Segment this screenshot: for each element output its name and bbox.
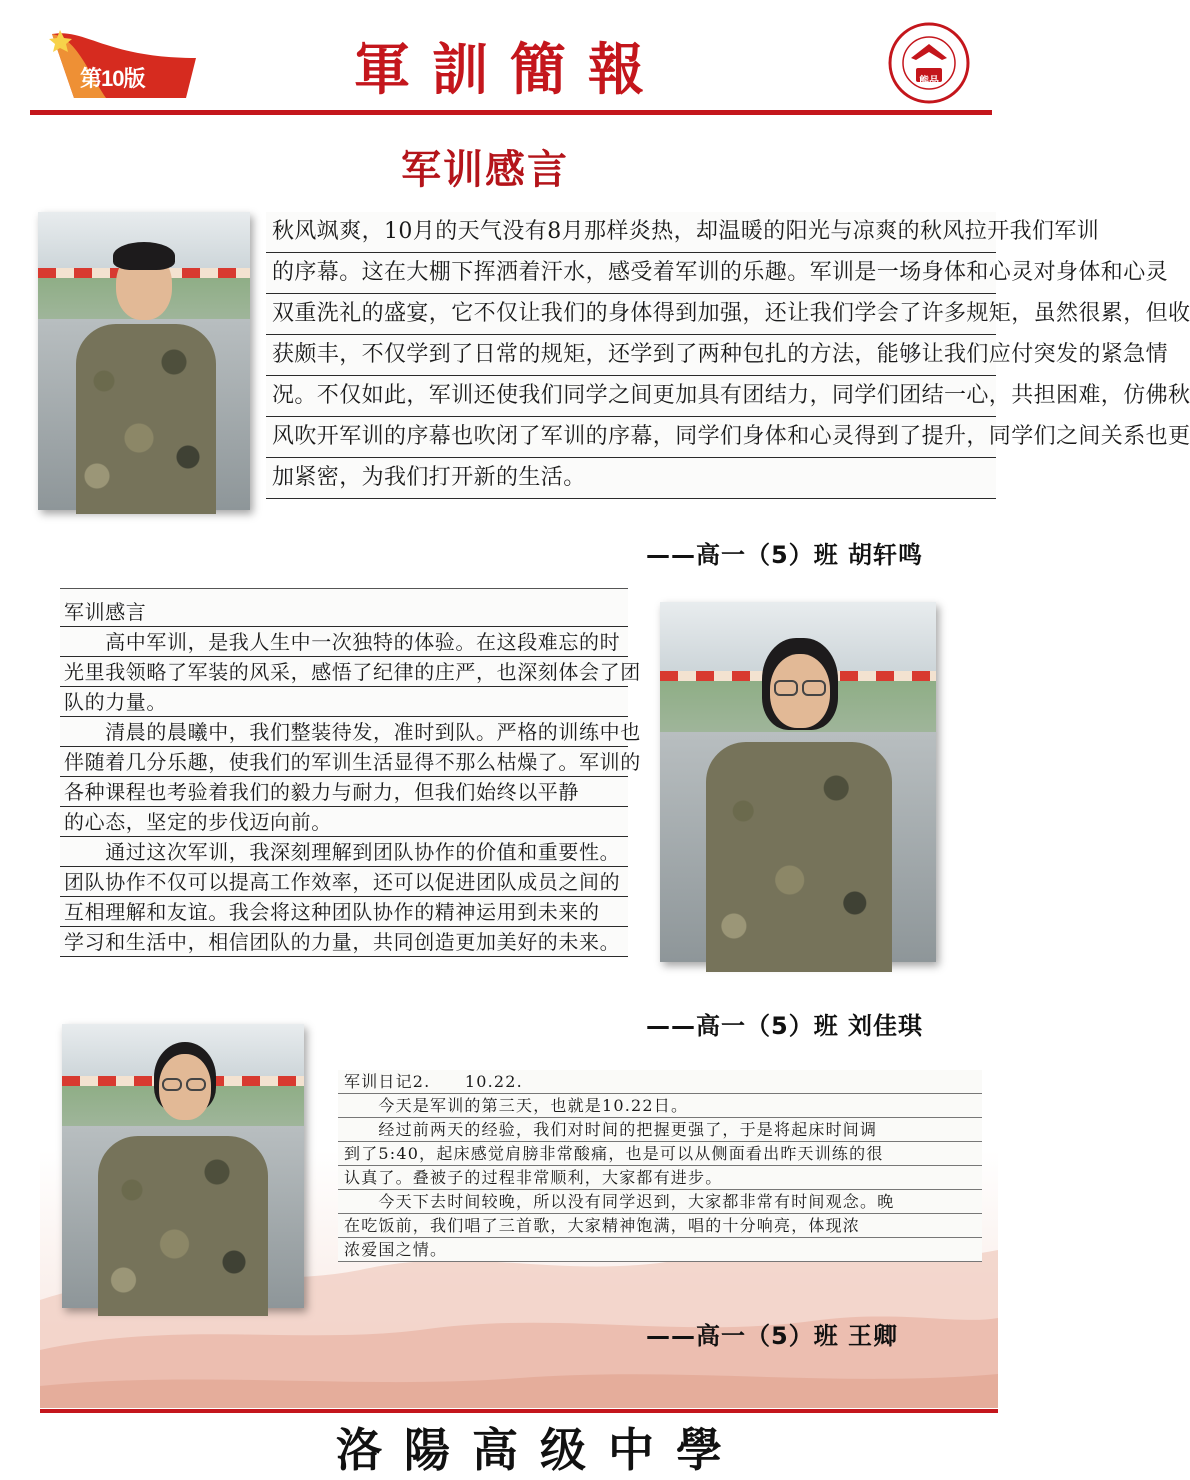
note-line: 加紧密，为我们打开新的生活。 — [266, 458, 996, 499]
header-divider — [30, 110, 992, 115]
byline-1: ——高一（5）班 胡轩鸣 — [646, 541, 924, 569]
note-line: 获颇丰，不仅学到了日常的规矩，还学到了两种包扎的方法，能够让我们应付突发的紧急情 — [266, 335, 996, 376]
note-line: 在吃饭前，我们唱了三首歌，大家精神饱满，唱的十分响亮，体现浓 — [338, 1214, 982, 1238]
note-line: 通过这次军训，我深刻理解到团队协作的价值和重要性。 — [60, 837, 628, 867]
note-line: 军训日记2. 10.22. — [338, 1070, 982, 1094]
note-line: 学习和生活中，相信团队的力量，共同创造更加美好的未来。 — [60, 927, 628, 957]
note-line: 清晨的晨曦中，我们整装待发，准时到队。严格的训练中也 — [60, 717, 628, 747]
seal-emblem-icon — [888, 22, 970, 104]
note-line: 经过前两天的经验，我们对时间的把握更强了，于是将起床时间调 — [338, 1118, 982, 1142]
note-line: 今天是军训的第三天，也就是10.22日。 — [338, 1094, 982, 1118]
school-seal-logo — [888, 22, 970, 104]
student-photo-2 — [660, 602, 936, 962]
note-line: 军训感言 — [60, 597, 628, 627]
note-line: 高中军训，是我人生中一次独特的体验。在这段难忘的时 — [60, 627, 628, 657]
note-line: 的心态，坚定的步伐迈向前。 — [60, 807, 628, 837]
school-name: 洛陽高级中學 — [336, 1423, 744, 1477]
note-line: 认真了。叠被子的过程非常顺利，大家都有进步。 — [338, 1166, 982, 1190]
note-line: 团队协作不仅可以提高工作效率，还可以促进团队成员之间的 — [60, 867, 628, 897]
section-title: 军训感言 — [401, 147, 569, 193]
note-line: 队的力量。 — [60, 687, 628, 717]
note-line: 光里我领略了军装的风采，感悟了纪律的庄严，也深刻体会了团 — [60, 657, 628, 687]
handwritten-note-2 — [60, 588, 641, 957]
note-line: 伴随着几分乐趣，使我们的军训生活显得不那么枯燥了。军训的 — [60, 747, 628, 777]
note-line: 各种课程也考验着我们的毅力与耐力，但我们始终以平静 — [60, 777, 628, 807]
student-photo-3 — [62, 1024, 304, 1308]
byline-2: ——高一（5）班 刘佳琪 — [646, 1012, 924, 1040]
note-line: 互相理解和友谊。我会将这种团队协作的精神运用到未来的 — [60, 897, 628, 927]
note-line: 风吹开军训的序幕也吹闭了军训的序幕，同学们身体和心灵得到了提升，同学们之间关系也更 — [266, 417, 996, 458]
handwritten-note-3 — [338, 1070, 982, 1262]
note-line: 双重洗礼的盛宴，它不仅让我们的身体得到加强，还让我们学会了许多规矩，虽然很累，但收 — [266, 294, 996, 335]
footer-divider — [40, 1409, 998, 1413]
student-photo-1 — [38, 212, 250, 510]
seal-name: 熊品 — [919, 76, 939, 87]
byline-3: ——高一（5）班 王卿 — [646, 1322, 899, 1350]
note-line: 况。不仅如此，军训还使我们同学之间更加具有团结力，同学们团结一心，共担困难，仿佛秋 — [266, 376, 996, 417]
masthead-title: 軍訓簡報 — [354, 37, 666, 103]
note-line: 到了5:40，起床感觉肩膀非常酸痛，也是可以从侧面看出昨天训练的很 — [338, 1142, 982, 1166]
edition-banner — [46, 28, 196, 98]
handwritten-note-1 — [266, 212, 1190, 499]
note-line: 浓爱国之情。 — [338, 1238, 982, 1262]
edition-label: 第10版 — [80, 66, 145, 91]
note-line: 秋风飒爽，10月的天气没有8月那样炎热，却温暖的阳光与凉爽的秋风拉开我们军训 — [266, 212, 996, 253]
note-line: 的序幕。这在大棚下挥洒着汗水，感受着军训的乐趣。军训是一场身体和心灵对身体和心灵 — [266, 253, 996, 294]
note-line: 今天下去时间较晚，所以没有同学迟到，大家都非常有时间观念。晚 — [338, 1190, 982, 1214]
